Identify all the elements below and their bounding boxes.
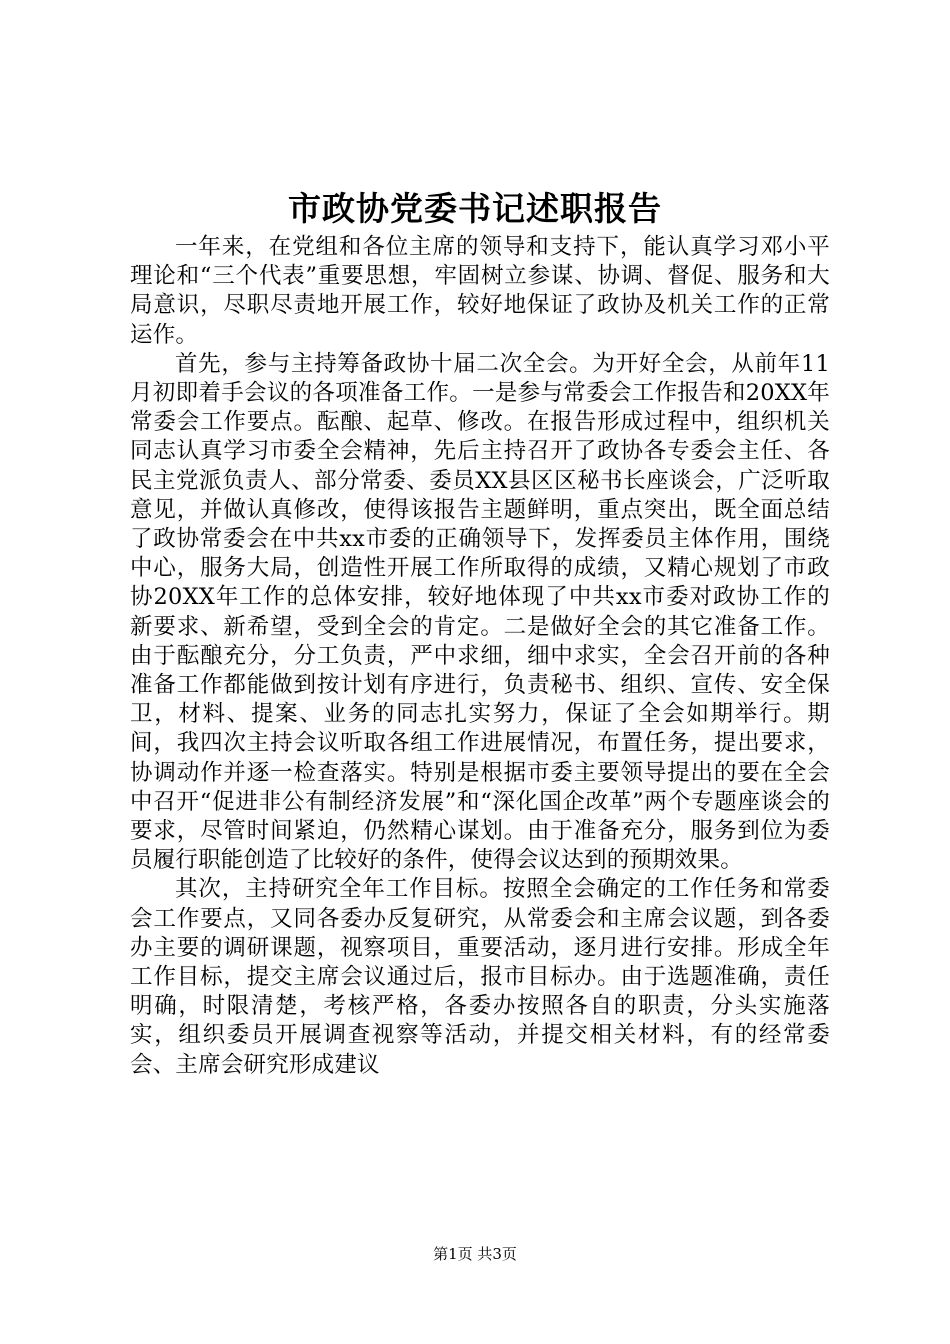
paragraph-second: 其次，主持研究全年工作目标。按照全会确定的工作任务和常委会工作要点，又同各委办反复研究，从常委会和主席会议题，到各委办主要的调研课题，视察项目，重要活动，逐月进行安排。形成全年工作目标，提交主席会议通过后，报市目标办。由于选题准确，责任明确，时限清楚，考核严格，各委办按照各自的职责，分头实施落实，组织委员开展调查视察等活动，并提交相关材料，有的经常委会、主席会研究形成建议 — [130, 876, 830, 1078]
paragraph-intro: 一年来，在党组和各位主席的领导和支持下，能认真学习邓小平理论和“三个代表”重要思想，牢固树立参谋、协调、督促、服务和大局意识，尽职尽责地开展工作，较好地保证了政协及机关工作的正常运作。 — [130, 234, 830, 348]
document-title: 市政协党委书记述职报告 — [288, 189, 662, 228]
document-body — [130, 233, 830, 1080]
page-footer: 第1页 共3页 — [433, 1245, 517, 1263]
paragraph-first: 首先，参与主持筹备政协十届二次全会。为开好全会，从前年11月初即着手会议的各项准备工作。一是参与常委会工作报告和20XX年常委会工作要点。酝酿、起草、修改。在报告形成过程中，组织机关同志认真学习市委全会精神，先后主持召开了政协各专委会主任、各民主党派负责人、部分常委、委员XX县区区秘书长座谈会，广泛听取意见，并做认真修改，使得该报告主题鲜明，重点突出，既全面总结了政协常委会在中共xx市委的正确领导下，发挥委员主体作用，围绕中心，服务大局，创造性开展工作所取得的成绩，又精心规划了市政协20XX年工作的总体安排，较好地体现了中共xx市委对政协工作的新要求、新希望，受到全会的肯定。二是做好全会的其它准备工作。由于酝酿充分，分工负责，严中求细，细中求实，全会召开前的各种准备工作都能做到按计划有序进行，负责秘书、组织、宣传、安全保卫，材料、提案、业务的同志扎实努力，保证了全会如期举行。期间，我四次主持会议听取各组工作进展情况，布置任务，提出要求，协调动作并逐一检查落实。特别是根据市委主要领导提出的要在全会中召开“促进非公有制经济发展”和“深化国企改革”两个专题座谈会的要求，尽管时间紧迫，仍然精心谋划。由于准备充分，服务到位为委员履行职能创造了比较好的条件，使得会议达到的预期效果。 — [130, 350, 830, 874]
